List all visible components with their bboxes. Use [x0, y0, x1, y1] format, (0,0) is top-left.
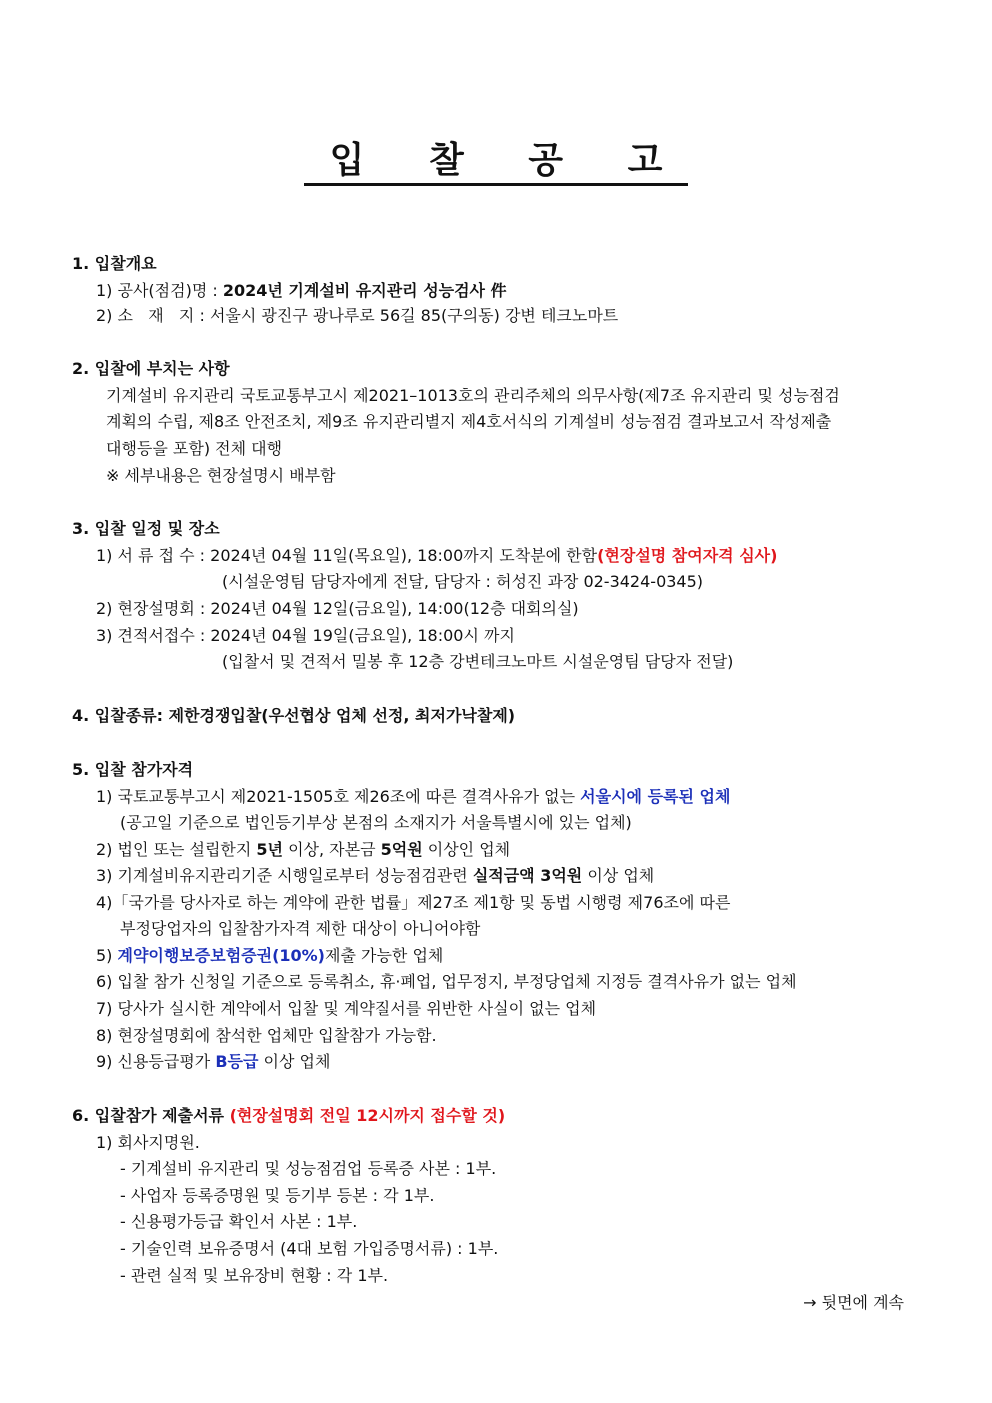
document-title [0, 132, 992, 183]
section-5-line-3: 3) 기계설비유지관리기준 시행일로부터 성능점검관련 실적금액 3억원 이상 업체 [96, 866, 655, 885]
section-5-line-9: 9) 신용등급평가 B등급 이상 업체 [96, 1052, 331, 1071]
section-1-line-2: 2) 소 재 지 : 서울시 광진구 광나루로 56길 85(구의동) 강변 테크노마트 [96, 306, 619, 325]
document-item: - 사업자 등록증명원 및 등기부 등본 : 각 1부. [120, 1186, 435, 1205]
section-5-line-8: 8) 현장설명회에 참석한 업체만 입찰참가 가능함. [96, 1026, 437, 1045]
section-6-heading: 6. 입찰참가 제출서류 (현장설명회 전일 12시까지 접수할 것) [72, 1106, 506, 1125]
section-5-line-1: 1) 국토교통부고시 제2021-1505호 제26조에 따른 결격사유가 없는 서울시에 등록된 업체 [96, 787, 731, 806]
section-5-line-1b: (공고일 기준으로 법인등기부상 본점의 소재지가 서울특별시에 있는 업체) [120, 813, 632, 832]
section-5-line-6: 6) 입찰 참가 신청일 기준으로 등록취소, 휴·폐업, 업무정지, 부정당업체 지정등 결격사유가 없는 업체 [96, 972, 797, 991]
section-3-line-1: 1) 서 류 접 수 : 2024년 04월 11일(목요일), 18:00까지 도착분에 한함(현장설명 참여자격 심사) [96, 546, 778, 565]
section-2-note: ※ 세부내용은 현장설명시 배부함 [106, 466, 336, 485]
section-3-line-1b: (시설운영팀 담당자에게 전달, 담당자 : 허성진 과장 02-3424-0345) [222, 572, 704, 591]
document-item: - 관련 실적 및 보유장비 현황 : 각 1부. [120, 1266, 389, 1285]
section-5-line-7: 7) 당사가 실시한 계약에서 입찰 및 계약질서를 위반한 사실이 없는 업체 [96, 999, 597, 1018]
section-3-line-3: 3) 견적서접수 : 2024년 04월 19일(금요일), 18:00시 까지 [96, 626, 515, 645]
continued-note: → 뒷면에 계속 [803, 1293, 904, 1312]
section-3-line-2: 2) 현장설명회 : 2024년 04월 12일(금요일), 14:00(12층 대회의실) [96, 599, 579, 618]
section-2-line-2: 계획의 수립, 제8조 안전조치, 제9조 유지관리별지 제4호서식의 기계설비 성능점검 결과보고서 작성제출 [106, 412, 832, 431]
document-item: - 기계설비 유지관리 및 성능점검업 등록증 사본 : 1부. [120, 1159, 497, 1178]
document-item: - 기술인력 보유증명서 (4대 보험 가입증명서류) : 1부. [120, 1239, 499, 1258]
section-6-line-1: 1) 회사지명원. [96, 1133, 200, 1152]
document-item: - 신용평가등급 확인서 사본 : 1부. [120, 1212, 358, 1231]
section-5-line-4: 4)「국가를 당사자로 하는 계약에 관한 법률」제27조 제1항 및 동법 시행령 제76조에 따른 [96, 893, 731, 912]
qualification-note: (현장설명 참여자격 심사) [597, 546, 778, 565]
section-3-line-3b: (입찰서 및 견적서 밀봉 후 12층 강변테크노마트 시설운영팀 담당자 전달) [222, 652, 734, 671]
section-1-heading: 1. 입찰개요 [72, 254, 157, 273]
section-2-line-3: 대행등을 포함) 전체 대행 [106, 439, 283, 458]
project-name: 2024년 기계설비 유지관리 성능검사 件 [222, 281, 507, 300]
section-5-line-5: 5) 계약이행보증보험증권(10%)제출 가능한 업체 [96, 946, 444, 965]
seoul-registered-highlight: 서울시에 등록된 업체 [580, 787, 731, 806]
section-5-line-2: 2) 법인 또는 설립한지 5년 이상, 자본금 5억원 이상인 업체 [96, 840, 511, 859]
section-2-heading: 2. 입찰에 부치는 사항 [72, 359, 230, 378]
section-5-line-4b: 부정당업자의 입찰참가자격 제한 대상이 아니어야함 [120, 919, 481, 938]
section-4-heading: 4. 입찰종류: 제한경쟁입찰(우선협상 업체 선정, 최저가낙찰제) [72, 706, 516, 725]
guarantee-insurance-highlight: 계약이행보증보험증권(10%) [117, 946, 325, 965]
deadline-note: (현장설명회 전일 12시까지 접수할 것) [229, 1106, 506, 1125]
section-2-line-1: 기계설비 유지관리 국토교통부고시 제2021–1013호의 관리주체의 의무사항(제7조 유지관리 및 성능점검 [106, 386, 840, 405]
section-3-heading: 3. 입찰 일정 및 장소 [72, 519, 220, 538]
section-5-heading: 5. 입찰 참가자격 [72, 760, 194, 779]
section-1-line-1: 1) 공사(점검)명 : 2024년 기계설비 유지관리 성능검사 件 [96, 281, 507, 300]
credit-grade-highlight: B등급 [215, 1052, 259, 1071]
title-text: 입 찰 공 고 [304, 140, 689, 186]
